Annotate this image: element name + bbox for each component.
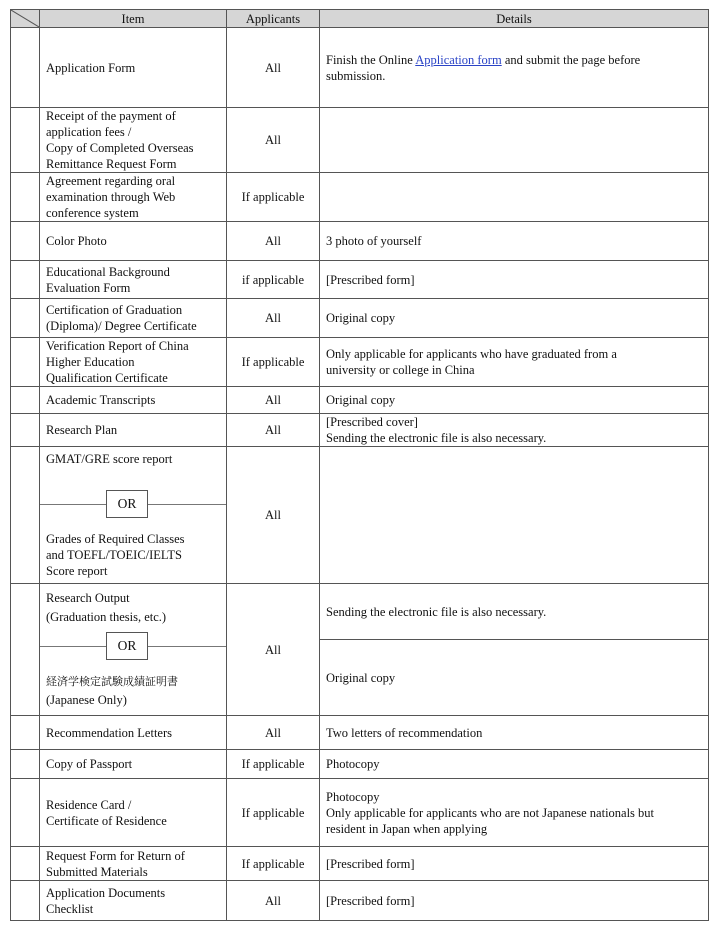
row-marker bbox=[11, 847, 40, 881]
applicants-cell: All bbox=[227, 584, 320, 716]
item-cell bbox=[40, 299, 227, 338]
applicants-cell: All bbox=[227, 299, 320, 338]
item-cell: Research Plan bbox=[40, 414, 227, 447]
applicants-cell: All bbox=[227, 28, 320, 108]
item-cell bbox=[40, 261, 227, 299]
applicants-cell: All bbox=[227, 447, 320, 584]
details-text: Finish the Online bbox=[326, 53, 416, 67]
item-cell: Academic Transcripts bbox=[40, 387, 227, 414]
details-line: Photocopy bbox=[326, 789, 380, 804]
details-cell: [Prescribed form] bbox=[320, 881, 709, 921]
table-row bbox=[11, 584, 709, 640]
table-row bbox=[11, 28, 709, 108]
details-cell: Original copy bbox=[320, 299, 709, 338]
applicants-cell: If applicable bbox=[227, 750, 320, 779]
item-line: application fees / bbox=[46, 125, 132, 139]
item-line: Copy of Completed Overseas bbox=[46, 141, 194, 155]
details-line: Sending the electronic file is also necessary. bbox=[326, 431, 547, 445]
row-marker bbox=[11, 750, 40, 779]
row-marker bbox=[11, 387, 40, 414]
item-line: Higher Education bbox=[46, 355, 135, 369]
header-item: Item bbox=[40, 10, 227, 28]
diagonal-line-icon bbox=[11, 10, 39, 27]
item-line: Agreement regarding oral bbox=[46, 174, 176, 188]
item-line: Residence Card / bbox=[46, 797, 132, 812]
table-row bbox=[11, 299, 709, 338]
item-cell bbox=[40, 584, 227, 716]
item-line: examination through Web bbox=[46, 190, 176, 204]
table-row bbox=[11, 881, 709, 921]
table-row bbox=[11, 261, 709, 299]
details-cell: Photocopy bbox=[320, 750, 709, 779]
table-row bbox=[11, 414, 709, 447]
item-cell bbox=[40, 779, 227, 847]
details-line: Only applicable for applicants who are not Japanese nationals but bbox=[326, 805, 655, 820]
row-marker bbox=[11, 338, 40, 387]
table-row bbox=[11, 779, 709, 847]
row-marker bbox=[11, 299, 40, 338]
applicants-cell: All bbox=[227, 414, 320, 447]
row-marker bbox=[11, 881, 40, 921]
item-primary bbox=[40, 584, 226, 628]
item-cell: Recommendation Letters bbox=[40, 716, 227, 750]
table-row bbox=[11, 847, 709, 881]
table-row bbox=[11, 387, 709, 414]
row-marker bbox=[11, 108, 40, 173]
or-separator bbox=[40, 489, 226, 519]
item-line: Research Output bbox=[46, 591, 130, 605]
details-cell bbox=[320, 338, 709, 387]
item-line: GMAT/GRE score report bbox=[46, 452, 173, 466]
item-line: Evaluation Form bbox=[46, 280, 131, 295]
details-cell bbox=[320, 447, 709, 584]
details-line: [Prescribed cover] bbox=[326, 415, 418, 429]
table-row bbox=[11, 108, 709, 173]
details-cell: Original copy bbox=[320, 387, 709, 414]
corner-cell bbox=[11, 10, 40, 28]
item-line: Grades of Required Classes bbox=[46, 532, 185, 546]
item-cell: Application Form bbox=[40, 28, 227, 108]
row-marker bbox=[11, 414, 40, 447]
item-cell bbox=[40, 847, 227, 881]
applicants-cell: If applicable bbox=[227, 173, 320, 222]
table-row bbox=[11, 750, 709, 779]
table-row bbox=[11, 447, 709, 584]
item-alternative bbox=[40, 519, 226, 583]
details-text: and submit the page before submission. bbox=[326, 53, 641, 83]
table-row bbox=[11, 716, 709, 750]
item-alternative bbox=[40, 662, 226, 708]
item-cell bbox=[40, 447, 227, 584]
item-line: 経済学検定試験成績証明書 bbox=[46, 675, 178, 688]
item-cell: Copy of Passport bbox=[40, 750, 227, 779]
item-cell bbox=[40, 881, 227, 921]
item-line: Certification of Graduation bbox=[46, 303, 183, 317]
row-marker bbox=[11, 261, 40, 299]
row-marker bbox=[11, 222, 40, 261]
item-cell: Color Photo bbox=[40, 222, 227, 261]
row-marker bbox=[11, 28, 40, 108]
applicants-cell: All bbox=[227, 716, 320, 750]
row-marker bbox=[11, 584, 40, 716]
item-line: Request Form for Return of bbox=[46, 848, 185, 863]
item-line: (Diploma)/ Degree Certificate bbox=[46, 319, 197, 333]
table-row bbox=[11, 222, 709, 261]
item-line: and TOEFL/TOEIC/IELTS bbox=[46, 548, 182, 562]
header-details: Details bbox=[320, 10, 709, 28]
item-line: Educational Background bbox=[46, 264, 170, 279]
applicants-cell: All bbox=[227, 387, 320, 414]
table-row bbox=[11, 338, 709, 387]
item-line: Receipt of the payment of bbox=[46, 109, 176, 123]
details-line: Only applicable for applicants who have graduated from a bbox=[326, 347, 617, 361]
details-cell bbox=[320, 108, 709, 173]
details-cell: [Prescribed form] bbox=[320, 847, 709, 881]
or-box: OR bbox=[106, 490, 148, 518]
item-line: (Japanese Only) bbox=[46, 693, 127, 707]
applicants-cell: All bbox=[227, 222, 320, 261]
applicants-cell: If applicable bbox=[227, 847, 320, 881]
header-applicants: Applicants bbox=[227, 10, 320, 28]
requirements-table-container bbox=[10, 9, 708, 921]
item-line: Remittance Request Form bbox=[46, 157, 177, 171]
application-form-link[interactable]: Application form bbox=[415, 53, 502, 67]
item-line: Submitted Materials bbox=[46, 864, 148, 879]
details-cell bbox=[320, 414, 709, 447]
item-line: Application Documents bbox=[46, 885, 166, 900]
row-marker bbox=[11, 173, 40, 222]
details-cell: Sending the electronic file is also necessary. bbox=[320, 584, 709, 640]
row-marker bbox=[11, 779, 40, 847]
applicants-cell: if applicable bbox=[227, 261, 320, 299]
details-line: university or college in China bbox=[326, 363, 475, 377]
details-cell: 3 photo of yourself bbox=[320, 222, 709, 261]
details-cell bbox=[320, 28, 709, 108]
row-marker bbox=[11, 447, 40, 584]
details-line: resident in Japan when applying bbox=[326, 821, 488, 836]
item-cell bbox=[40, 338, 227, 387]
item-line: conference system bbox=[46, 206, 139, 220]
applicants-cell: If applicable bbox=[227, 779, 320, 847]
applicants-cell: All bbox=[227, 108, 320, 173]
details-cell: Original copy bbox=[320, 640, 709, 716]
or-box: OR bbox=[106, 632, 148, 660]
table-row bbox=[11, 173, 709, 222]
item-cell bbox=[40, 108, 227, 173]
details-cell bbox=[320, 779, 709, 847]
details-cell bbox=[320, 173, 709, 222]
item-line: Checklist bbox=[46, 901, 94, 916]
item-line: Certificate of Residence bbox=[46, 813, 167, 828]
item-line: Verification Report of China bbox=[46, 339, 189, 353]
item-line: Score report bbox=[46, 564, 108, 578]
applicants-cell: All bbox=[227, 881, 320, 921]
or-separator bbox=[40, 632, 226, 662]
item-line: (Graduation thesis, etc.) bbox=[46, 610, 167, 624]
details-cell: Two letters of recommendation bbox=[320, 716, 709, 750]
item-cell bbox=[40, 173, 227, 222]
table-header-row bbox=[11, 10, 709, 28]
row-marker bbox=[11, 716, 40, 750]
application-documents-table bbox=[10, 9, 709, 921]
applicants-cell: If applicable bbox=[227, 338, 320, 387]
item-line: Qualification Certificate bbox=[46, 371, 168, 385]
details-cell: [Prescribed form] bbox=[320, 261, 709, 299]
